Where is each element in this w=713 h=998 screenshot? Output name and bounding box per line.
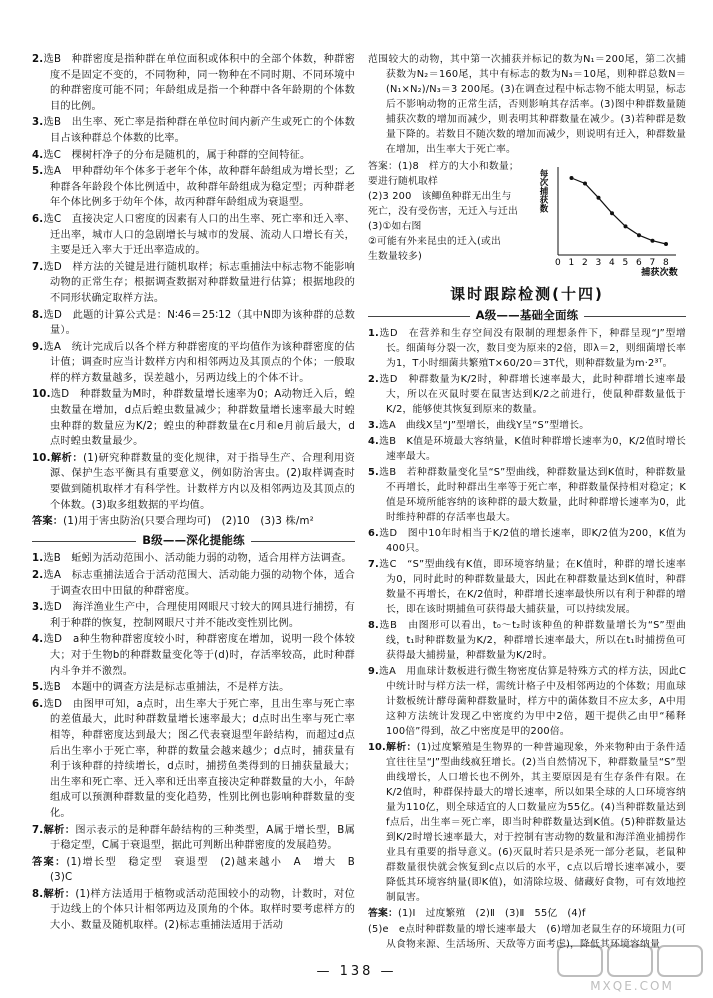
x-tick-label: 4 xyxy=(609,258,615,268)
figure-answer-line: 死亡，没有受伤害，无迁入与迁出 xyxy=(368,206,518,217)
item-text: 选B 出生率、死亡率是指种群在单位时间内新产生或死亡的个体数目占该种群总个体数的比率。 xyxy=(43,117,355,144)
item-text: 选B 种群密度是指种群在单位面积或体积中的全部个体数，种群密度不是固定不变的，不同物种，同一物种在不同时期、不同环境中的种群密度可能不同；年龄组成是指一个种群中各年龄期的个体数目的比例。 xyxy=(43,54,355,112)
item-number: 2. xyxy=(32,54,44,65)
left-column xyxy=(32,52,366,935)
x-tick-label: 7 xyxy=(649,258,656,268)
answer-item xyxy=(368,557,686,617)
answer-item xyxy=(32,148,355,164)
item-number: 3. xyxy=(32,117,44,129)
answer-item xyxy=(32,600,355,631)
answer-item xyxy=(32,551,355,567)
item-text: 选B 由图形可以看出，t₀～t₂时该种鱼的种群数量增长为“S”型曲线，t₁时种群数量为K/2，种群增长速率最大，所以在t₁时捕捞鱼可获得最大捕捞量，种群数量为K/2时。 xyxy=(378,620,686,661)
data-point xyxy=(610,211,614,215)
item-number: 4. xyxy=(32,149,44,161)
item-text: 选C “S”型曲线有K值，即环境容纳量；在K值时，种群的增长速率为0，同时此时的种群数量最大，因此在种群数量达到K值时，种群数量不再增长，在K/2值时，种群增长速率最快所以有利于种群的增长，即在该时期捕鱼可获得最大捕获量，可以持续发展。 xyxy=(378,559,686,615)
answer-item xyxy=(32,632,355,679)
data-point xyxy=(597,196,601,200)
item-number: 5. xyxy=(32,682,44,694)
item-text: 选D 图中10年时相当于K/2值的增长速率，即K/2值为200，K值为400只。 xyxy=(378,528,686,554)
item-text: 选A 甲种群幼年个体多于老年个体，故种群年龄组成为增长型；乙种群各年龄段个体比例适中，故种群年龄组成为稳定型；丙种群老年个体比例多于幼年个体，故丙种群年龄组成为衰退型。 xyxy=(43,166,355,209)
item-number: 5. xyxy=(32,166,44,178)
item-text: 选A 统计完成后以各个样方种群密度的平均值作为该种群密度的估计值；调查时应当计数样方内和相邻两边及其顶点的个体；一般取样的样方数量越多，误差越小，另两边线上的个体不计。 xyxy=(43,341,355,384)
item-text: 选B 蚯蚓为活动范围小、活动能力弱的动物，适合用样方法调查。 xyxy=(43,553,352,565)
item-number: 8. xyxy=(368,620,379,631)
item-number: 7. xyxy=(32,261,44,273)
item-text: (5)e e点时种群数量的增长速率最大 (6)增加老鼠生存的环境阻力(可从食物来源、生活场所、天敌等方面考虑)，降低其环境容纳量 xyxy=(368,924,686,950)
figure-answer-line: 生数量较多) xyxy=(368,251,423,262)
answer-item xyxy=(368,906,686,921)
item-label: 答案： xyxy=(32,856,67,868)
item-number: 2. xyxy=(368,374,379,385)
item-number: 3. xyxy=(368,420,379,431)
item-text: 选B 若种群数量变化呈“S”型曲线，种群数量达到K值时，种群数量不再增长，此时种群出生率等于死亡率，种群数量保持相对稳定；K值是环境所能容纳的该种群的最大数量，此时种群增长速率为0，此时维持种群的存活率也最大。 xyxy=(378,467,686,523)
item-text: 选D 由图甲可知，a点时，出生率大于死亡率，且出生率与死亡率的差值最大，此时种群数量增长速率最大；d点时出生率与死亡率相等，种群密度达到最大；图乙代表衰退型年龄结构，而超过d点后出生率小于死亡率，种群的数量会越来越少；d点时，捕获量有利于该种群的持续增长，d点时，捕捞鱼类得到的日捕获量最大；出生率和死亡率、迁入率和迁出率直接决定种群数量的大小，年龄组成可以预测种群数量的变化趋势，性别比例也影响种群数量的变化。 xyxy=(43,698,355,819)
item-number: 4. xyxy=(32,634,44,646)
item-text: (1)增长型 稳定型 衰退型 (2)越来越小 A 增大 B (3)C xyxy=(50,856,366,884)
item-number: 7. xyxy=(32,824,44,836)
item-text: (1)样方法适用于植物或活动范围较小的动物，计数时，对位于边线上的个体只计相邻两边及顶角的个体。取样时要考虑样方的大小、数量及随机取样。(2)标志重捕法适用于活动 xyxy=(50,888,356,932)
item-text: 选B 本题中的调查方法是标志重捕法，不是样方法。 xyxy=(43,682,290,694)
item-number: 4. xyxy=(368,436,379,447)
item-text: (1)用于害虫防治(只要合理均可) (2)10 (3)3 株/m² xyxy=(63,516,314,528)
figure-answer-text xyxy=(368,159,536,264)
item-text: 图示表示的是种群年龄结构的三种类型，A属于增长型，B属于稳定型，C属于衰退型，据此可判断出种群密度的发展趋势。 xyxy=(50,824,355,852)
answer-item xyxy=(32,680,355,696)
answer-item xyxy=(368,618,686,663)
answer-item xyxy=(32,568,355,599)
x-tick-label: 1 xyxy=(568,258,575,268)
item-text: 选D 此题的计算公式是：N∶46＝25∶12（其中N即为该种群的总数量）。 xyxy=(43,309,355,337)
item-number: 3. xyxy=(32,602,44,614)
item-text: 选C 直接决定人口密度的因素有人口的出生率、死亡率和迁入率、迁出率，城市人口的急剧增长与城市的发展、流动人口增长有关，主要是迁入率大于迁出率造成的。 xyxy=(43,213,355,257)
answer-item xyxy=(32,52,355,114)
item-number: 1. xyxy=(32,553,44,565)
x-tick-label: 3 xyxy=(595,258,602,268)
b-level-heading-label: B级——深化提能练 xyxy=(136,533,251,547)
item-label: 答案： xyxy=(32,516,64,528)
answer-item xyxy=(32,514,355,530)
item-number: 9. xyxy=(32,341,44,353)
answer-item xyxy=(32,260,355,307)
item-number: 5. xyxy=(368,467,379,478)
figure-answer-line: ②可能有外来昆虫的迁入(或出 xyxy=(368,236,501,247)
item-text: 选C 棵树杆净子的分布是随机的，属于种群的空间特征。 xyxy=(43,149,311,161)
x-tick-label: 8 xyxy=(663,258,669,268)
item-text: (1)研究种群数量的变化规律，对于指导生产、合理利用资源、保护生态平衡具有重要意义，例如防治害虫。(2)取样调查时要做到随机取样才有科学性。计数样方内以及相邻两边及其顶点的个体数。(3)取多组数据的平均值。 xyxy=(50,452,356,511)
b-level-heading xyxy=(32,533,355,549)
item-text: 选D 种群数量为M时，种群数量增长速率为0；A动物迁入后，蝗虫数量在增加，d点后蝗虫数量减少；种群数量增长速率最大时蝗虫种群的数量应为K/2；蝗虫的种群数量在c月和e月前后最大，d点时蝗虫数量最少。 xyxy=(50,389,355,448)
x-axis-label: 捕获次数 xyxy=(641,268,678,277)
item-text: 选B K值是环境最大容纳量，K值时种群增长速率为0，K/2值时增长速率最大。 xyxy=(378,436,686,462)
x-tick-label: 0 xyxy=(555,258,561,268)
figure-answer-line: (2)3 200 该鲫鱼种群无出生与 xyxy=(368,191,512,202)
item-number: 1. xyxy=(368,328,379,339)
answer-item xyxy=(32,697,355,822)
item-number: 6. xyxy=(32,698,44,710)
a-level-heading xyxy=(368,308,686,323)
answer-item xyxy=(32,164,355,211)
answer-item xyxy=(32,887,355,934)
data-point xyxy=(637,233,641,237)
answer-item xyxy=(32,855,366,886)
right-column xyxy=(368,52,686,953)
watermark-logo xyxy=(556,942,708,994)
item-text: 选A 标志重捕法适合于活动范围大、活动能力强的动物个体，适合于调查农田中田鼠的种群密度。 xyxy=(43,570,355,597)
data-point xyxy=(624,224,628,228)
item-text: 选D a种生物种群密度较小时，种群密度在增加，说明一段个体较大；对于生物b的种群数量变化等于(d)时，存活率较高，此时种群内斗争并不激烈。 xyxy=(43,634,355,677)
data-point xyxy=(664,242,668,246)
series-line xyxy=(572,178,667,244)
figure-answer-line: 答案：(1)8 样方的大小和数量； xyxy=(368,161,519,172)
answer-item xyxy=(368,372,686,417)
item-label: 解析： xyxy=(50,452,84,464)
answer-item xyxy=(368,326,686,371)
item-text: (1)过度繁殖是生物界的一种普遍现象，外来物种由于条件适宜往往呈“J”型曲线疯狂增长。(2)当自然情况下，种群数量呈“S”型曲线增长，人口增长也不例外，其主要原因是有生存条件有限。在K/2值时，种群保持最大的增长速率，所以如果全球的人口环境容纳量为110亿，则全球适宜的人口数量应为55亿。(4)当种群数量达到f点后，出生率＝死亡率，即当时种群数量达到K值。(5)种群数量达到K/2时增长速率最大，对于控制有害动物的数量和海洋渔业捕捞作业具有重要的指导意义。(6)灭鼠时若只是杀死一部分老鼠，老鼠种群数量很快就会恢复到c点以后的水平，c点以后增长速率减小，要降低其环境容纳量(即K值)，如清除垃圾、储藏好食物，可有效地控制鼠害。 xyxy=(386,742,686,903)
answer-item xyxy=(32,340,355,387)
item-text: 选A 用血球计数板进行微生物密度估算是特殊方式的样方法，因此C中统计时与样方法一样，需统计格子中及相邻两边的个体数；用血球计数板统计酵母菌种群数量时，样方中的菌体数目不应太多，A中用这种方法统计发现乙中密度约为甲中2倍，题干提供乙由甲“稀释100倍”得到，故乙中密度是甲的200倍。 xyxy=(378,666,686,737)
item-text: 选A 曲线X呈“J”型增长，曲线Y呈“S”型增长。 xyxy=(378,420,590,431)
answer-item xyxy=(368,52,686,157)
item-text: 选D 种群数量为K/2时，种群增长速率最大，此时种群增长速率最大，所以在灭鼠时要在鼠害达到K/2之前进行，使鼠种群数量低于K/2，能够使其恢复到原来的数量。 xyxy=(378,374,686,415)
item-number: 6. xyxy=(368,528,379,539)
answer-item xyxy=(368,465,686,525)
x-tick-label: 6 xyxy=(636,258,642,268)
a-level-heading-label: A级——基础全面练 xyxy=(470,308,585,322)
answer-item xyxy=(368,664,686,739)
item-number: 10. xyxy=(368,742,386,753)
item-label: 解析： xyxy=(43,824,76,836)
data-point xyxy=(570,176,574,180)
data-point xyxy=(583,182,587,186)
answer-figure-block xyxy=(368,159,686,277)
y-axis-label: 每次捕获数 xyxy=(538,169,548,213)
item-number: 10. xyxy=(32,389,51,401)
item-number: 7. xyxy=(368,559,379,570)
answer-item xyxy=(368,740,686,905)
answer-item xyxy=(368,526,686,556)
item-label: 解析： xyxy=(43,888,76,900)
x-tick-label: 2 xyxy=(582,258,588,268)
answer-item xyxy=(32,823,355,854)
answer-item xyxy=(368,434,686,464)
item-label: 解析： xyxy=(385,742,417,753)
item-text: 选D 海洋渔业生产中，合理使用网眼尺寸较大的网具进行捕捞，有利于种群的恢复，控制网眼尺寸并不能改变性别比例。 xyxy=(43,602,355,629)
capture-count-chart xyxy=(534,159,684,277)
data-point xyxy=(651,239,655,243)
item-number: 2. xyxy=(32,570,44,581)
item-number: 8. xyxy=(32,888,44,900)
item-number: 9. xyxy=(368,666,379,677)
figure-answer-line: (3)①如右图 xyxy=(368,221,422,232)
item-text: 选D 在营养和生存空间没有限制的理想条件下，种群呈现“J”型增长。细菌每分裂一次，数目变为原来的2倍，即λ＝2，则细菌增长率为1，T小时细菌共繁殖T×60/20＝3T代，则种群数量为m·2³ᵀ。 xyxy=(378,328,686,369)
answer-item xyxy=(32,115,355,146)
answer-item xyxy=(32,212,355,259)
item-number: 6. xyxy=(32,213,44,225)
figure-answer-line: 要进行随机取样 xyxy=(368,176,438,187)
svg-text:MXQE.COM: MXQE.COM xyxy=(590,979,674,993)
item-number: 8. xyxy=(32,309,44,321)
x-tick-label: 5 xyxy=(622,258,629,268)
section-title: 课时跟踪检测(十四) xyxy=(450,285,604,303)
item-text: 范围较大的动物，其中第一次捕获并标记的数为N₁＝200尾，第二次捕获数为N₂＝160尾，其中有标志的数为N₃＝10尾，则种群总数N＝(N₁×N₂)/N₃＝3 200尾。(3)在调查过程中标志物不能太明显，标志后不影响动物的正常生活，否则影响其存活率。(3)图中种群数量随捕获次数的增加而减少，则表明其种群数量在减少。(3)若种群是数量下降的。若数目不随次数的增加而减少，则说明有迁入，种群数量在增加，出生率大于死亡率。 xyxy=(368,54,686,155)
answer-item xyxy=(32,451,355,513)
item-text: 选D 样方法的关键是进行随机取样；标志重捕法中标志物不能影响动物的正常生存；根据调查数据对种群数量进行估算；根据地段的不同形状确定取样方法。 xyxy=(43,261,355,304)
page-number: — 138 — xyxy=(316,964,397,979)
answer-item xyxy=(368,418,686,433)
item-number: 10. xyxy=(32,452,51,464)
answer-item xyxy=(32,308,355,339)
answer-item xyxy=(32,387,355,449)
item-text: (1)Ⅰ 过度繁殖 (2)Ⅱ (3)Ⅱ 55亿 (4)f xyxy=(398,908,586,919)
item-label: 答案： xyxy=(368,908,398,919)
